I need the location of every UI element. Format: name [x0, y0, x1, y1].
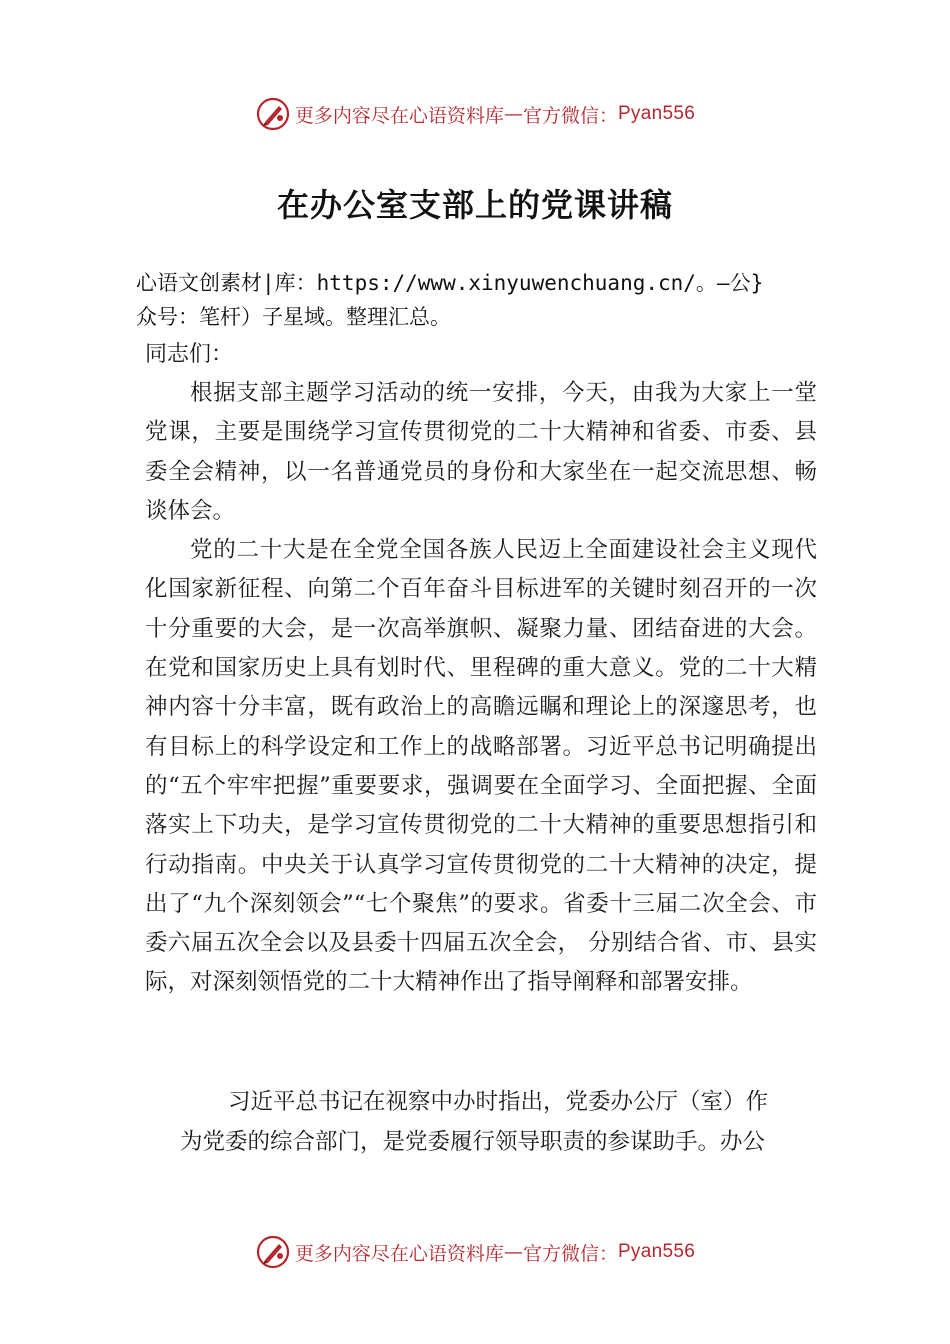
- wechat-id: Pyan556: [617, 1241, 696, 1262]
- source-note: [136, 266, 826, 334]
- source-line-2: 众号：笔杆）子星域。整理汇总。: [136, 305, 451, 329]
- last-paragraph: [180, 1082, 810, 1162]
- greeting: 同志们：: [145, 342, 234, 367]
- banner-separator: —: [503, 103, 523, 125]
- last-paragraph-line-2: 为党委的综合部门，是党委履行领导职责的参谋助手。办公: [180, 1129, 766, 1155]
- banner-text: 更多内容尽在心语资料库: [294, 104, 504, 127]
- last-paragraph-line-1: 习近平总书记在视察中办时指出，党委办公厅（室）作: [228, 1089, 769, 1115]
- banner-text: 更多内容尽在心语资料库: [294, 1242, 504, 1265]
- pen-logo-icon: [255, 1234, 291, 1270]
- paragraph: 根据支部主题学习活动的统一安排，今天，由我为大家上一堂党课，主要是围绕学习宣传贯彻党的二十大精神和省委、市委、县委全会精神，以一名普通党员的身份和大家坐在一起交流思想、畅谈体会。: [145, 380, 817, 524]
- header-banner: [0, 92, 950, 136]
- wechat-label: 官方微信：: [522, 1242, 618, 1265]
- paragraph: 党的二十大是在全党全国各族人民迈上全面建设社会主义现代化国家新征程、向第二个百年奋斗目标进军的关键时刻召开的一次十分重要的大会，是一次高举旗帜、凝聚力量、团结奋进的大会。在党和国家历史上具有划时代、里程碑的重大意义。党的二十大精神内容十分丰富，既有政治上的高瞻远瞩和理论上的深邃思考，也有目标上的科学设定和工作上的战略部署。习近平总书记明确提出的“五个牢牢把握”重要要求，强调要在全面学习、全面把握、全面落实上下功夫，是学习宣传贯彻党的二十大精神的重要思想指引和行动指南。中央关于认真学习宣传贯彻党的二十大精神的决定，提出了“九个深刻领会”“七个聚焦”的要求。省委十三届二次全会、市委六届五次全会以及县委十四届五次全会， 分别结合省、市、县实际，对深刻领悟党的二十大精神作出了指导阐释和部署安排。: [145, 537, 817, 996]
- footer-banner: [0, 1230, 950, 1274]
- wechat-label: 官方微信：: [522, 104, 618, 127]
- pen-logo-icon: [255, 96, 291, 132]
- banner-separator: —: [503, 1241, 523, 1263]
- wechat-id: Pyan556: [617, 103, 696, 124]
- document-body: [145, 374, 817, 1003]
- document-title: 在办公室支部上的党课讲稿: [276, 186, 673, 224]
- source-line-1: 心语文创素材|库：https://www.xinyuwenchuang.cn/。—公}: [136, 271, 764, 295]
